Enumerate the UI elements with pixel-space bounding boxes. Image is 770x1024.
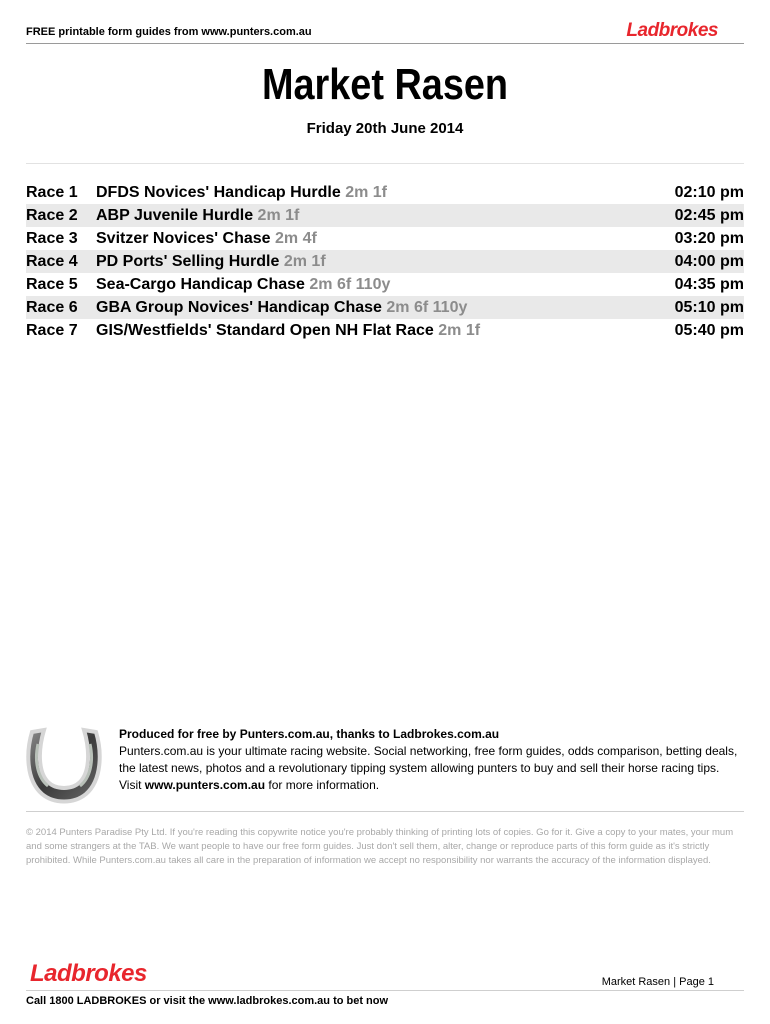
race-distance: 2m 1f — [438, 321, 481, 339]
race-name-cell — [96, 276, 674, 294]
race-name-cell — [96, 207, 674, 225]
race-name-cell — [96, 253, 674, 271]
copyright-notice: © 2014 Punters Paradise Pty Ltd. If you're reading this copywrite notice you're probably thinking of printing lots of copies. Go for it. Give a copy to your mates, your mum and some strangers at the TAB. We want people to have our free form guides. Just don't sell them, alter, change or reproduce parts of this form guide as it's strictly prohibited. While Punters.com.au takes all care in the preparation of information we accept no responsibility nor warrants the accuracy of the information displayed. — [26, 827, 734, 866]
race-time: 02:10 pm — [674, 183, 744, 201]
page-number: Market Rasen | Page 1 — [601, 976, 714, 988]
race-name: GIS/Westfields' Standard Open NH Flat Race — [96, 321, 434, 339]
race-name-cell — [96, 230, 674, 248]
race-time: 05:40 pm — [674, 321, 744, 339]
race-row — [26, 250, 744, 273]
produced-heading: Produced for free by Punters.com.au, thanks to Ladbrokes.com.au — [119, 727, 500, 741]
horseshoe-icon — [24, 722, 104, 806]
page-title: Market Rasen — [261, 60, 509, 109]
race-list — [26, 181, 744, 342]
race-row — [26, 273, 744, 296]
race-name-cell — [96, 322, 674, 340]
produced-description: Punters.com.au is your ultimate racing website. Social networking, free form guides, odds comparison, betting deals, the latest news, photos and a revolutionary tipping system allowing punters to buy and sell their horse racing tips. — [119, 744, 738, 775]
race-distance: 2m 4f — [275, 229, 317, 247]
race-number: Race 5 — [26, 275, 78, 293]
race-name: ABP Juvenile Hurdle — [96, 206, 254, 224]
race-distance: 2m 6f 110y — [309, 275, 391, 293]
race-name-cell — [96, 299, 674, 317]
race-number: Race 1 — [26, 183, 78, 201]
visit-prefix: Visit — [119, 778, 145, 792]
race-time: 02:45 pm — [674, 206, 744, 224]
ladbrokes-logo-bottom[interactable]: Ladbrokes — [30, 960, 147, 987]
race-row — [26, 296, 744, 319]
race-name: PD Ports' Selling Hurdle — [96, 252, 280, 270]
race-number: Race 2 — [26, 206, 78, 224]
race-name: Sea-Cargo Handicap Chase — [96, 275, 305, 293]
race-number: Race 7 — [26, 321, 78, 339]
race-name: DFDS Novices' Handicap Hurdle — [96, 183, 341, 201]
race-time: 04:00 pm — [674, 252, 744, 270]
call-to-action: Call 1800 LADBROKES or visit the www.ladbrokes.com.au to bet now — [26, 995, 389, 1007]
race-number: Race 3 — [26, 229, 78, 247]
race-distance: 2m 1f — [283, 252, 326, 270]
visit-suffix: for more information. — [265, 778, 380, 792]
race-time: 05:10 pm — [674, 298, 744, 316]
ladbrokes-logo-top[interactable]: Ladbrokes — [626, 20, 718, 41]
race-number: Race 6 — [26, 298, 78, 316]
punters-link[interactable]: www.punters.com.au — [144, 778, 266, 792]
title-divider — [26, 163, 744, 164]
race-time: 03:20 pm — [674, 229, 744, 247]
race-row — [26, 181, 744, 204]
meeting-date: Friday 20th June 2014 — [306, 120, 464, 137]
race-name-cell — [96, 184, 674, 202]
header-text: FREE printable form guides from www.punters.com.au — [26, 26, 312, 38]
bottom-divider — [26, 990, 744, 991]
race-row — [26, 319, 744, 342]
race-row — [26, 204, 744, 227]
race-distance: 2m 1f — [345, 183, 387, 201]
produced-by-block — [119, 726, 749, 794]
visit-line — [119, 777, 749, 794]
race-distance: 2m 1f — [257, 206, 300, 224]
race-row — [26, 227, 744, 250]
race-time: 04:35 pm — [674, 275, 744, 293]
race-name: GBA Group Novices' Handicap Chase — [96, 298, 382, 316]
race-name: Svitzer Novices' Chase — [96, 229, 271, 247]
race-number: Race 4 — [26, 252, 78, 270]
header-divider — [26, 43, 744, 44]
race-distance: 2m 6f 110y — [386, 298, 468, 316]
footer-divider — [26, 811, 744, 812]
